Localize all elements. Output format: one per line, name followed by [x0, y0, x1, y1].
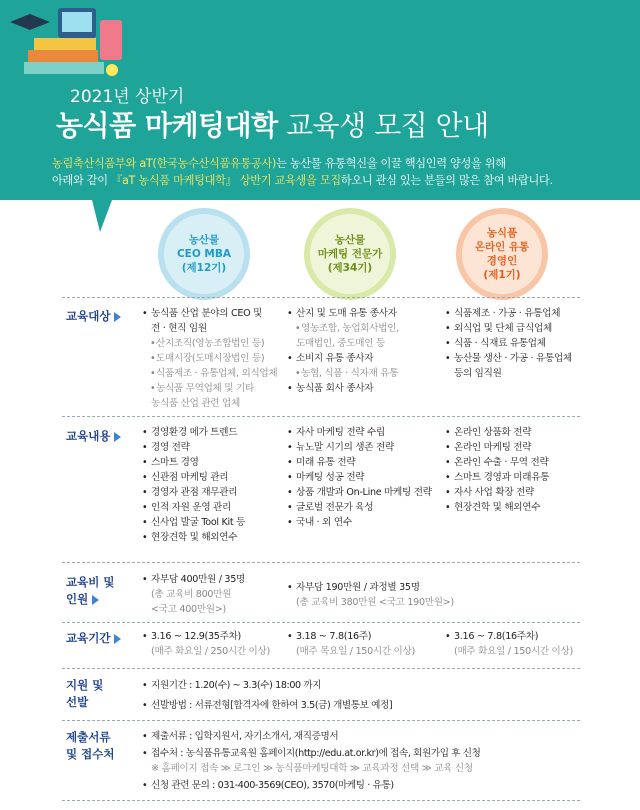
triangle-icon	[114, 634, 121, 644]
list-item: • 국내 · 외 연수	[287, 515, 432, 530]
program-circle-online-distribution	[456, 208, 548, 300]
books-illustration-icon	[0, 0, 135, 85]
list-item: • 3.18 ~ 7.8(16주)	[287, 629, 415, 644]
list-item: • 현장견학 및 해외연수	[142, 530, 245, 545]
list-item: • 온라인 상품화 전략	[445, 425, 549, 440]
list-item: (매주 화요일 / 250시간 이상)	[151, 646, 270, 657]
section-label-fee	[66, 574, 114, 608]
list-item: 농식품 산업 관련 업체	[151, 398, 240, 409]
program-circle-marketing-expert	[304, 208, 396, 300]
list-item: • 접수처 : 농식품유통교육원 홈페이지(http://edu.at.or.kr)에 접속, 회원가입 후 신청	[142, 746, 612, 761]
target-col1	[142, 306, 277, 411]
list-item: • 농협, 식품 · 식자재 유통	[287, 366, 399, 381]
list-item: • 신사업 발굴 Tool Kit 등	[142, 515, 245, 530]
fee-col23	[287, 580, 454, 610]
section-label-target	[66, 308, 121, 325]
program-name: 농산물 CEO MBA (제12기)	[176, 234, 232, 274]
list-item: 등의 임직원	[454, 368, 502, 379]
list-item: (매주 화요일 / 150시간 이상)	[454, 646, 573, 657]
list-item: • 신청 관련 문의 : 031-400-3569(CEO), 3570(마케팅 · 유통)	[142, 778, 612, 793]
label-text: 교육내용	[66, 429, 111, 443]
header-intro	[52, 155, 612, 189]
list-item: • 온라인 수출 · 무역 전략	[445, 455, 549, 470]
program-circle-ceo-mba	[158, 208, 250, 300]
list-item: • 자사 사업 확장 전략	[445, 485, 549, 500]
list-item: • 경영자 관점 재무관리	[142, 485, 245, 500]
list-item: • 온라인 마케팅 전략	[445, 440, 549, 455]
apply-lines	[142, 678, 392, 713]
list-item: • 상품 개발과 On-Line 마케팅 전략	[287, 485, 432, 500]
list-item: • 자부담 400만원 / 35명	[142, 572, 245, 587]
list-item: • 3.16 ~ 12.9(35주차)	[142, 629, 270, 644]
list-item: • 3.16 ~ 7.8(16주차)	[445, 629, 573, 644]
intro-text: 아래와 같이	[52, 174, 112, 187]
list-item: • 자사 마케팅 전략 수립	[287, 425, 432, 440]
content-col1	[142, 425, 245, 545]
label-text: 교육대상	[66, 309, 111, 323]
list-item: • 소비지 유통 종사자	[287, 351, 399, 366]
period-col2	[287, 629, 415, 659]
title-rest: 교육생 모집 안내	[286, 109, 489, 142]
target-col2	[287, 306, 399, 396]
list-item: • 자부담 190만원 / 과정별 35명	[287, 580, 454, 595]
header-banner	[0, 0, 640, 250]
content-col3	[445, 425, 549, 515]
label-text: 교육비 및 인원	[66, 575, 115, 606]
list-item: • 농식품 산업 분야의 CEO 및	[142, 306, 277, 321]
list-item: <국고 400만원>)	[151, 604, 226, 615]
program-name: 농산물 마케팅 전문가 (제34기)	[317, 234, 383, 274]
triangle-icon	[114, 432, 121, 442]
list-item: (총 교육비 380만원 <국고 190만원>)	[296, 597, 454, 608]
section-divider	[62, 297, 580, 298]
intro-highlight: 『aT 농식품 마케팅대학』 상반기 교육생을 모집	[111, 174, 341, 187]
label-text: 교육기간	[66, 631, 111, 645]
list-item: • 농식품 회사 종사자	[287, 381, 399, 396]
list-item: • 미래 유통 전략	[287, 455, 432, 470]
content-col2	[287, 425, 432, 530]
period-col1	[142, 629, 270, 659]
list-item: • 경영 전략	[142, 440, 245, 455]
intro-highlight: 농림축산식품부와 aT(한국농수산식품유통공사)	[52, 157, 277, 170]
section-label-submit	[66, 729, 114, 763]
list-item: • 선발방법 : 서류전형[합격자에 한하여 3.5(금) 개별통보 예정]	[142, 698, 392, 713]
target-col3	[445, 306, 572, 381]
section-divider	[62, 622, 580, 623]
list-item: • 스마트 경영과 미래유통	[445, 470, 549, 485]
list-item: • 현장견학 및 해외연수	[445, 500, 549, 515]
header-subtitle: 2021년 상반기	[70, 87, 185, 107]
intro-text: 하오니 관심 있는 분들의 많은 참여 바랍니다.	[340, 174, 553, 187]
intro-text: 는 농산물 유통혁신을 이끌 핵심인력 양성을 위해	[276, 157, 506, 170]
triangle-icon	[92, 595, 99, 605]
list-item: • 도매시장(도매시장법인 등)	[142, 351, 277, 366]
triangle-icon	[114, 312, 121, 322]
list-item: (총 교육비 800만원	[151, 589, 232, 600]
section-label-apply	[66, 677, 103, 711]
list-item: • 지원기간 : 1.20(수) ~ 3.3(수) 18:00 까지	[142, 678, 392, 693]
list-item: • 영농조합, 농업회사법인,	[287, 321, 399, 336]
list-item: • 산지조직(영농조합법인 등)	[142, 336, 277, 351]
list-item: • 스마트 경영	[142, 455, 245, 470]
submit-lines	[142, 729, 612, 793]
list-item: (매주 목요일 / 150시간 이상)	[296, 646, 415, 657]
list-item: • 제출서류 : 입학지원서, 자기소개서, 재직증명서	[142, 729, 612, 744]
section-label-period	[66, 630, 121, 647]
program-name: 농식품 온라인 유통 경영인 (제1기)	[474, 227, 530, 281]
fee-col1	[142, 572, 245, 617]
list-item: • 경영환경 메가 트렌드	[142, 425, 245, 440]
section-divider	[62, 416, 580, 417]
list-item: 도매법인, 중도매인 등	[296, 338, 385, 349]
label-text: 지원 및 선발	[66, 678, 104, 709]
period-col3	[445, 629, 573, 659]
list-item: 전 · 현직 임원	[151, 323, 207, 334]
list-item: • 식품제조 · 가공 · 유통업체	[445, 306, 572, 321]
section-divider	[62, 668, 580, 669]
list-item: • 산지 및 도매 유통 종사자	[287, 306, 399, 321]
section-label-content	[66, 428, 121, 445]
list-item: • 식품제조 · 유통업체, 외식업체	[142, 366, 277, 381]
section-divider	[62, 562, 580, 563]
list-item: • 농산물 생산 · 가공 · 유통업체	[445, 351, 572, 366]
list-item: • 뉴노말 시기의 생존 전략	[287, 440, 432, 455]
title-bold: 농식품 마케팅대학	[56, 109, 278, 142]
list-item: • 신관점 마케팅 관리	[142, 470, 245, 485]
section-divider	[62, 800, 580, 801]
list-item: • 외식업 및 단체 급식업체	[445, 321, 572, 336]
list-item: • 식품 · 식재료 유통업체	[445, 336, 572, 351]
section-divider	[62, 720, 580, 721]
list-item: • 인적 자원 운영 관리	[142, 500, 245, 515]
list-item: • 글로벌 전문가 육성	[287, 500, 432, 515]
list-item: • 농식품 무역업체 및 기타	[142, 381, 277, 396]
page-title	[56, 104, 489, 144]
list-item: ※ 홈페이지 접속 ≫ 로그인 ≫ 농식품마케팅대학 ≫ 교육과정 선택 ≫ 교육 신청	[151, 763, 473, 774]
label-text: 제출서류 및 접수처	[66, 730, 115, 761]
list-item: • 마케팅 성공 전략	[287, 470, 432, 485]
